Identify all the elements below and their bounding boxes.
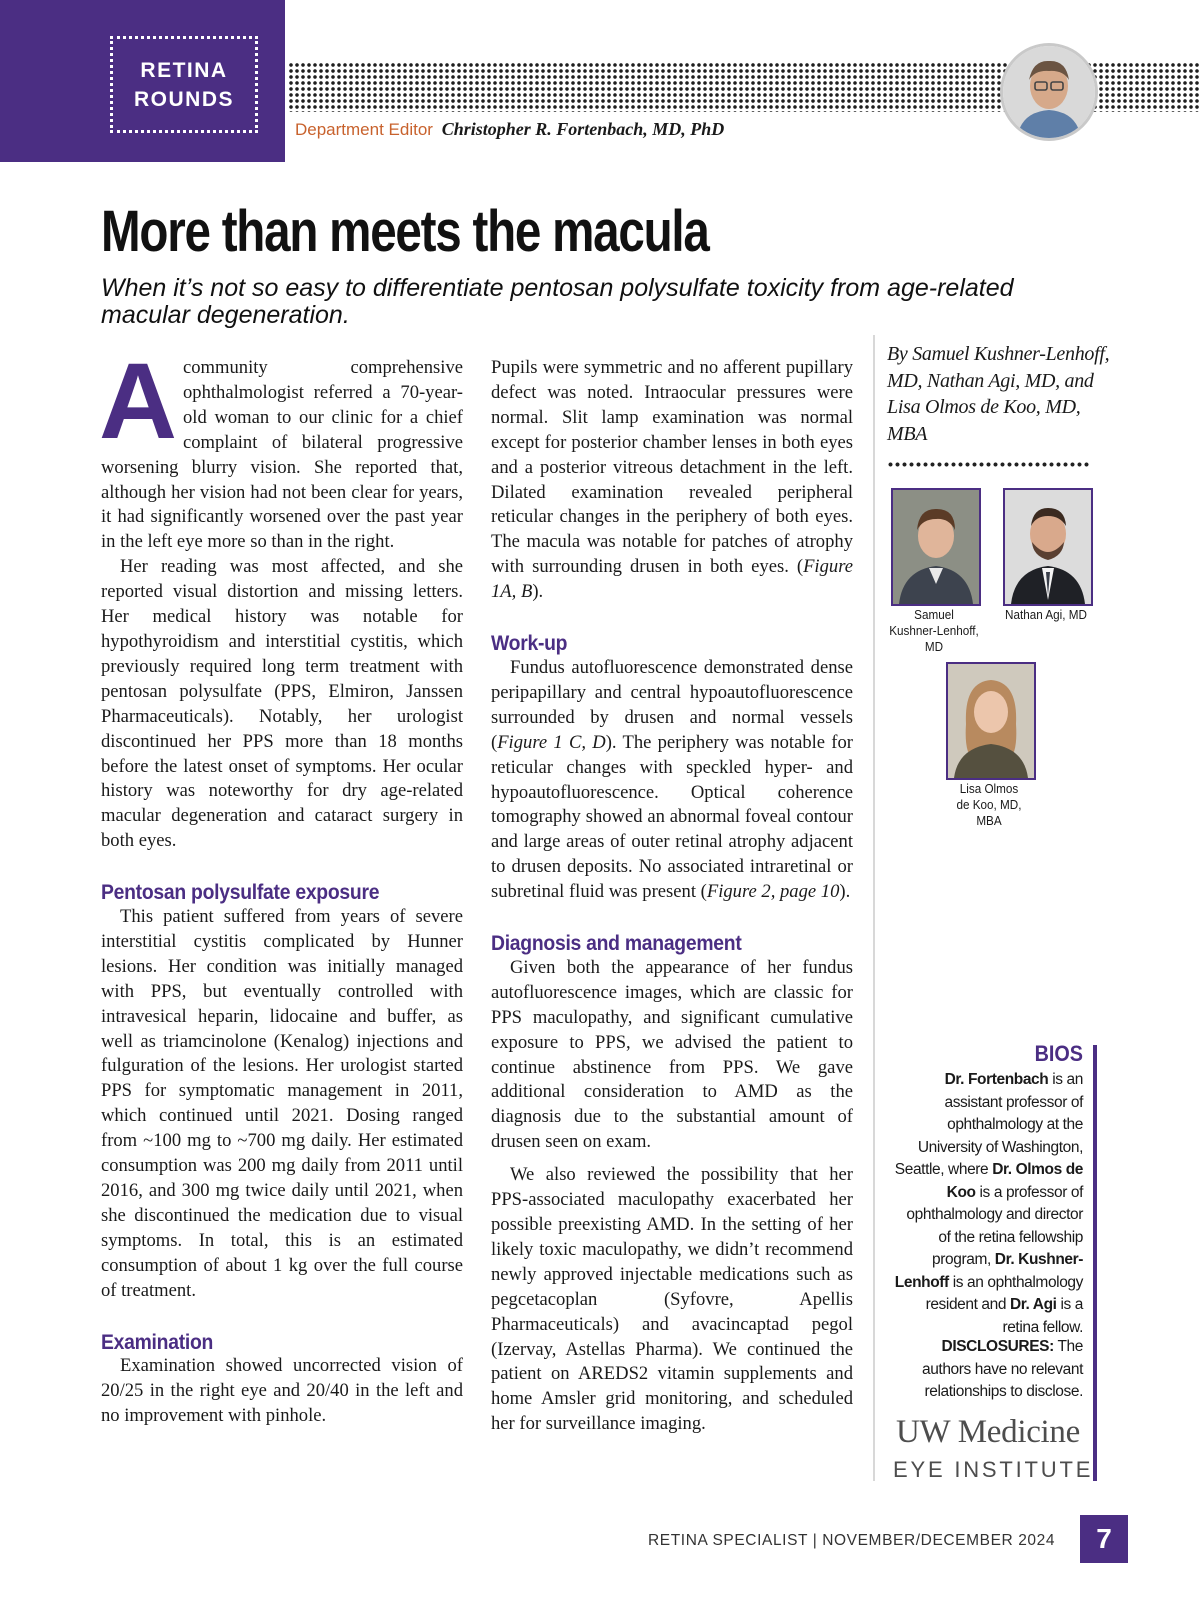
byline: By Samuel Kushner-Lenhoff, MD, Nathan Agi, MD, and Lisa Olmos de Koo, MD, MBA: [887, 343, 1110, 445]
department-editor-label: Department Editor: [295, 120, 433, 139]
uw-medicine-logo: UW Medicine: [896, 1414, 1080, 1450]
department-editor-name: Christopher R. Fortenbach, MD, PhD: [441, 119, 725, 139]
figure-reference: Figure 1 C, D: [497, 731, 606, 753]
drop-cap: A: [99, 340, 177, 461]
section-label-line1: RETINA: [140, 58, 228, 82]
department-editor-line: [295, 119, 724, 140]
person-icon: [1005, 490, 1091, 604]
author-caption: Nathan Agi, MD: [1005, 607, 1087, 622]
author-photo: [1003, 488, 1093, 606]
sidebar-divider: [873, 335, 875, 1481]
person-icon: [948, 664, 1034, 778]
editor-avatar: [1003, 46, 1095, 138]
eye-institute-logo: EYE INSTITUTE: [893, 1457, 1094, 1482]
author-caption: Lisa Olmos de Koo, MD, MBA: [956, 781, 1022, 828]
section-heading: Work-up: [491, 631, 568, 656]
section-heading: Diagnosis and management: [491, 931, 742, 956]
author-photo: [946, 662, 1036, 780]
paragraph: Fundus autofluorescence demonstrated dense peripapillary and central hypoautofluorescence surrounded by drusen and normal vessels (Figure 1 C, D). The periphery was notable for reticular changes with speckled hyper- and hypoautofluorescence. Optical coherence tomography showed an abnormal foveal contour and large areas of outer retinal atrophy adjacent to drusen deposits. No associated intraretinal or subretinal fluid was present (Figure 2, page 10).: [491, 656, 853, 903]
person-icon: [1003, 46, 1095, 138]
paragraph: Her reading was most affected, and she reported visual distortion and missing letters. Her medical history was notable for hypothyroidism and interstitial cystitis, which previously required long term treatment with pentosan polysulfate (PPS, Elmiron, Janssen Pharmaceuticals). Notably, her urologist discontinued her PPS more than 18 months before the latest onset of symptoms. Her ocular history was noteworthy for dry age-related macular degeneration and cataract surgery in both eyes.: [101, 556, 463, 852]
paragraph: Given both the appearance of her fundus autofluorescence images, which are classic for PPS maculopathy, and significant cumulative exposure to PPS, we advised the patient to continue abstinence from PPS. We gave additional consideration to AMD as the diagnosis due to the substantial amount of drusen seen on exam.: [491, 956, 853, 1153]
disclosures-label: DISCLOSURES:: [941, 1338, 1054, 1355]
paragraph: This patient suffered from years of severe interstitial cystitis complicated by Hunner lesions. Her condition was initially managed with PPS, but eventually controlled with intravesical heparin, lidocaine and buffer, as well as triamcinolone (Kenalog) injections and fulguration of the lesions. Her urologist started PPS for symptomatic management in 2011, which continued until 2021. Dosing ranged from ~100 mg to ~700 mg daily. Her estimated consumption was 200 mg daily from 2011 until 2016, and 300 mg twice daily until 2021, when she discontinued the medication due to visual symptoms. In total, this is an estimated consumption of about 1 kg over the full course of treatment.: [101, 906, 463, 1301]
bios-text: Dr. Fortenbach is an assistant professor of ophthalmology at the University of Washington, Seattle, where Dr. Olmos de Koo is a professor of ophthalmology and director of the retina fellowship program, Dr. Kushner-Lenhoff is an ophthalmology resident and Dr. Agi is a retina fellow.: [894, 1071, 1083, 1336]
disclosures: DISCLOSURES: The authors have no relevant relationships to disclose.: [921, 1338, 1083, 1400]
body-column-2: [491, 356, 853, 1437]
dotted-divider: [887, 462, 1091, 467]
page-number: 7: [1080, 1515, 1128, 1563]
article-subtitle: When it’s not so easy to differentiate pentosan polysulfate toxicity from age-related macular degeneration.: [101, 274, 1014, 329]
paragraph: Pupils were symmetric and no afferent pupillary defect was noted. Intraocular pressures were normal. Slit lamp examination was normal except for posterior chamber lenses in both eyes and a posterior vitreous detachment in the left. Dilated examination revealed peripheral reticular changes in the periphery of both eyes. The macula was notable for patches of atrophy with surrounding drusen in both eyes. (Figure 1A, B).: [491, 357, 853, 603]
author-caption: Samuel Kushner-Lenhoff, MD: [889, 607, 979, 654]
bios-heading: BIOS: [1034, 1041, 1083, 1066]
body-column-1: [99, 340, 463, 1429]
paragraph: Examination showed uncorrected vision of 20/25 in the right eye and 20/40 in the left and no improvement with pinhole.: [101, 1355, 463, 1427]
person-icon: [893, 490, 979, 604]
section-label-line2: ROUNDS: [133, 87, 234, 111]
figure-reference: Figure 2, page 10: [706, 881, 840, 903]
section-label-box: [110, 36, 258, 133]
paragraph: Acommunity comprehensive ophthalmologist referred a 70-year-old woman to our clinic for a chief complaint of bilateral progressive worsening blurry vision. She reported that, although her vision had not been clear for years, it had significantly worsened over the past year in the left eye more so than in the right.: [99, 340, 463, 553]
article-title: More than meets the macula: [101, 199, 709, 264]
author-photo: [891, 488, 981, 606]
section-heading: Pentosan polysulfate exposure: [101, 880, 380, 905]
section-heading: Examination: [101, 1329, 214, 1354]
running-footer: RETINA SPECIALIST | NOVEMBER/DECEMBER 2024: [648, 1532, 1056, 1549]
bios-rule: [1093, 1045, 1097, 1481]
paragraph: We also reviewed the possibility that her PPS-associated maculopathy exacerbated her possible preexisting AMD. In the setting of her likely toxic maculopathy, we didn’t recommend newly approved injectable medications such as pegcetacoplan (Syfovre, Apellis Pharmaceuticals) and avacincaptad pegol (Izervay, Astellas Pharma). We continued the patient on AREDS2 vitamin supplements and home Amsler grid monitoring, and scheduled her for surveillance imaging.: [491, 1164, 853, 1435]
figure-reference: Figure 1A, B: [491, 556, 853, 603]
